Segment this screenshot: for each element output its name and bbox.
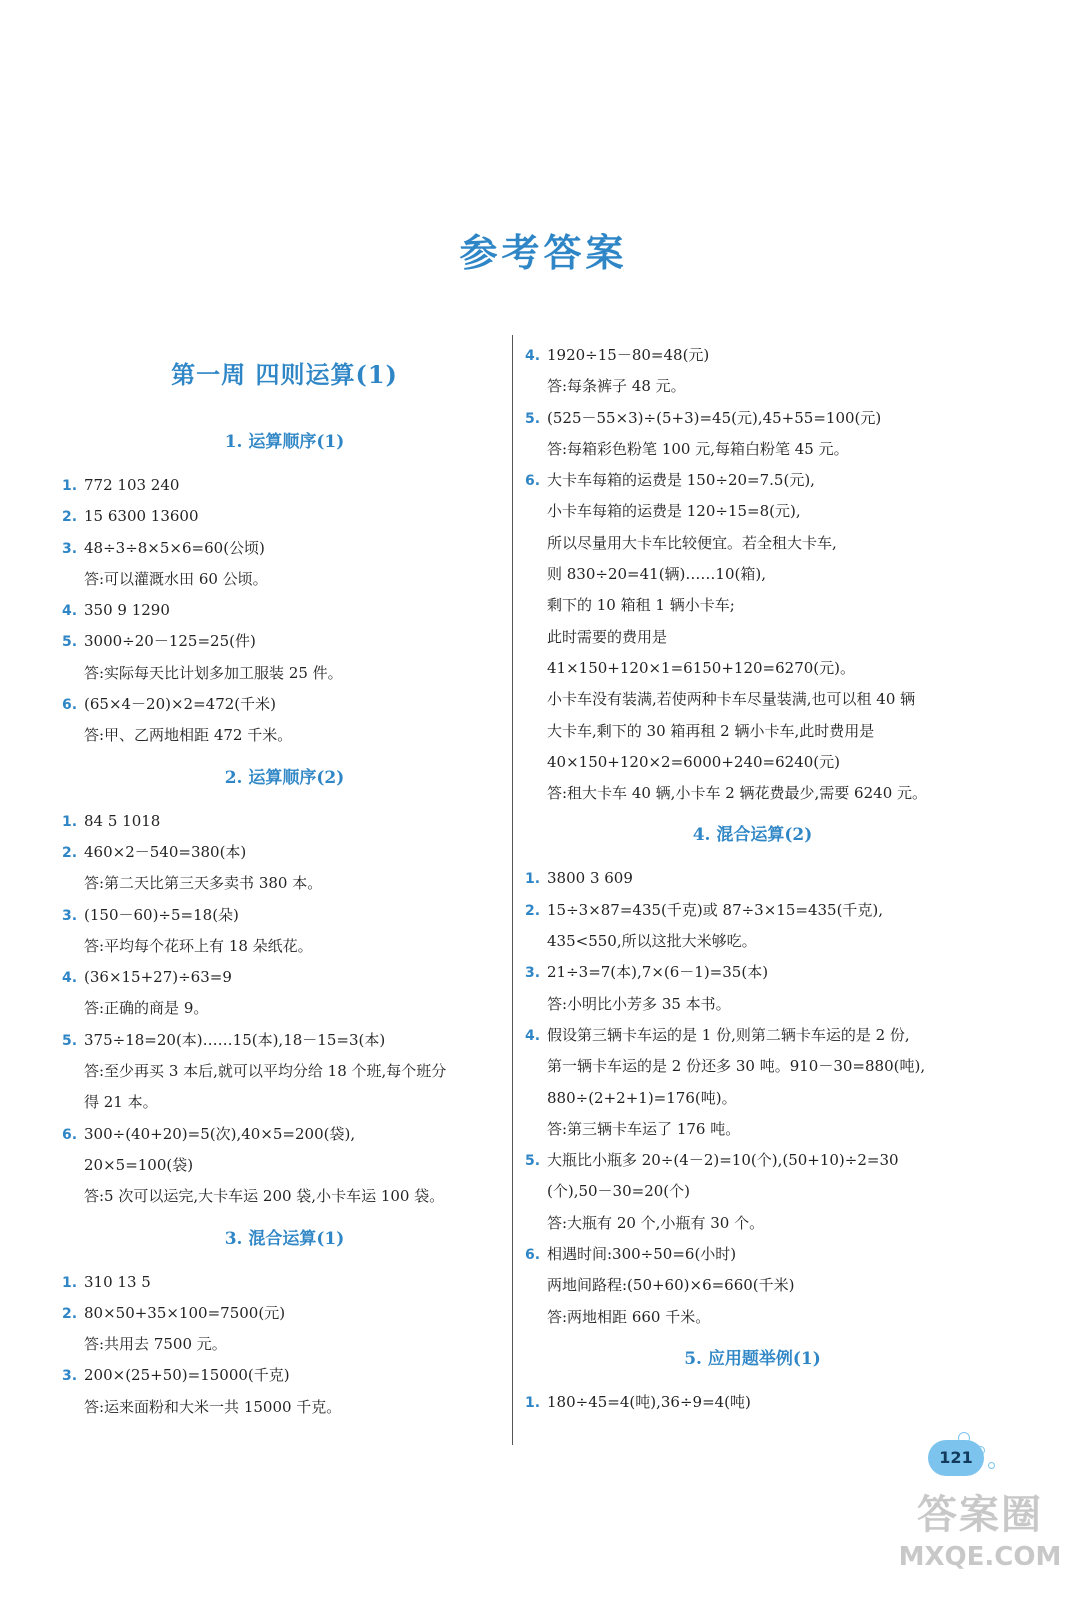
answer-line [62, 626, 507, 657]
question-number: 1. [525, 1394, 541, 1411]
answer-line [525, 895, 980, 926]
answer-line [525, 1020, 980, 1051]
answer-continuation [525, 371, 980, 402]
answer-line [525, 1239, 980, 1270]
answer-text: 答:运来面粉和大米一共 15000 千克。 [84, 1397, 342, 1416]
question-number: 4. [62, 970, 78, 987]
answer-continuation [62, 1392, 507, 1423]
answer-text: (150－60)÷5=18(朵) [84, 905, 239, 924]
answer-line [525, 1387, 980, 1418]
question-number: 2. [62, 844, 78, 861]
question-number: 5. [62, 1032, 78, 1049]
answer-continuation [62, 658, 507, 689]
question-number: 6. [62, 1126, 78, 1143]
question-number: 2. [62, 1305, 78, 1322]
answer-line [525, 403, 980, 434]
answer-text: 相遇时间:300÷50=6(小时) [547, 1245, 737, 1264]
answer-continuation [525, 496, 980, 527]
answer-text: 答:两地相距 660 千米。 [547, 1307, 711, 1326]
answer-text: 772 103 240 [84, 476, 180, 494]
answer-line [62, 1298, 507, 1329]
answer-text: 答:大瓶有 20 个,小瓶有 30 个。 [547, 1213, 765, 1232]
answer-continuation [525, 1176, 980, 1207]
answer-text: 两地间路程:(50+60)×6=660(千米) [547, 1276, 795, 1295]
answer-continuation [525, 1302, 980, 1333]
answer-text: 答:平均每个花环上有 18 朵纸花。 [84, 936, 313, 955]
right-column [525, 340, 980, 1418]
question-number: 3. [62, 540, 78, 557]
answer-text: 460×2－540=380(本) [84, 842, 247, 861]
answer-continuation [525, 1051, 980, 1082]
answer-text: 180÷45=4(吨),36÷9=4(吨) [547, 1392, 751, 1411]
question-number: 5. [525, 1153, 541, 1170]
answer-list [525, 863, 980, 1332]
answer-text: 答:小明比小芳多 35 本书。 [547, 994, 731, 1013]
answer-continuation [525, 653, 980, 684]
answer-continuation [62, 720, 507, 751]
watermark-logo [880, 1490, 1080, 1590]
answer-text: 880÷(2+2+1)=176(吨)。 [547, 1088, 737, 1107]
answer-text: 大卡车每箱的运费是 150÷20=7.5(元), [547, 471, 815, 490]
question-number: 1. [525, 871, 541, 888]
answer-line [62, 501, 507, 532]
section-title: 2. 运算顺序(2) [224, 767, 345, 788]
answer-text: 84 5 1018 [84, 811, 161, 830]
answer-text: 答:每箱彩色粉笔 100 元,每箱白粉笔 45 元。 [547, 439, 849, 458]
answer-text: 答:5 次可以运完,大卡车运 200 袋,小卡车运 100 袋。 [84, 1187, 445, 1206]
answer-text: 1920÷15－80=48(元) [547, 346, 710, 364]
question-number: 4. [525, 1027, 541, 1044]
answer-continuation [525, 590, 980, 621]
answer-text: 21÷3=7(本),7×(6－1)=35(本) [547, 963, 769, 982]
answer-continuation [62, 564, 507, 595]
answer-line [62, 533, 507, 564]
section-title: 3. 混合运算(1) [224, 1228, 345, 1249]
answer-text: 20×5=100(袋) [84, 1155, 194, 1174]
answer-text: 答:第二天比第三天多卖书 380 本。 [84, 874, 323, 893]
answer-text: 300÷(40+20)=5(次),40×5=200(袋), [84, 1124, 356, 1143]
answer-text: 小卡车没有装满,若使两种卡车尽量装满,也可以租 40 辆 [547, 690, 916, 709]
section-title: 1. 运算顺序(1) [224, 432, 345, 452]
answer-line [525, 465, 980, 496]
answer-text: 大卡车,剩下的 30 箱再租 2 辆小卡车,此时费用是 [547, 721, 875, 740]
answer-list [62, 806, 507, 1213]
week-title: 第一周 四则运算(1) [171, 360, 398, 389]
question-number: 5. [525, 410, 541, 427]
watermark-top: 答案圈 [917, 1492, 1043, 1538]
answer-list [62, 470, 507, 752]
answer-text: 310 13 5 [84, 1272, 151, 1291]
answer-line [62, 962, 507, 993]
answer-continuation [62, 1150, 507, 1181]
answer-line [62, 689, 507, 720]
answer-continuation [525, 747, 980, 778]
answer-text: (65×4－20)×2=472(千米) [84, 695, 277, 714]
answer-continuation [62, 1181, 507, 1212]
watermark-bottom: MXQE.COM [898, 1542, 1062, 1572]
question-number: 3. [62, 1368, 78, 1385]
answer-continuation [525, 684, 980, 715]
answer-text: 第一辆卡车运的是 2 份还多 30 吨。910－30=880(吨), [547, 1057, 926, 1076]
answer-text: 答:至少再买 3 本后,就可以平均分给 18 个班,每个班分 [84, 1062, 447, 1081]
answer-continuation [525, 622, 980, 653]
answer-continuation [525, 1208, 980, 1239]
answer-text: 答:甲、乙两地相距 472 千米。 [84, 726, 293, 745]
answer-continuation [525, 559, 980, 590]
question-number: 3. [62, 907, 78, 924]
answer-line [62, 595, 507, 626]
answer-continuation [525, 528, 980, 559]
answer-text: 则 830÷20=41(辆)……10(箱), [547, 565, 766, 584]
question-number: 3. [525, 965, 541, 982]
answer-continuation [62, 993, 507, 1024]
answer-text: 答:可以灌溉水田 60 公顷。 [84, 569, 268, 588]
question-number: 2. [62, 509, 78, 526]
question-number: 1. [62, 1274, 78, 1291]
column-divider [512, 335, 513, 1445]
answer-line [62, 1360, 507, 1391]
answer-text: 48÷3÷8×5×6=60(公顷) [84, 538, 265, 557]
answer-continuation [62, 1056, 507, 1087]
answer-line [62, 1119, 507, 1150]
answer-line [525, 863, 980, 894]
answer-text: 3800 3 609 [547, 869, 633, 888]
section-title: 4. 混合运算(2) [692, 825, 813, 846]
answer-text: 答:共用去 7500 元。 [84, 1335, 227, 1354]
question-number: 6. [62, 697, 78, 714]
answer-text: 剩下的 10 箱租 1 辆小卡车; [547, 596, 735, 615]
answer-text: 答:正确的商是 9。 [84, 999, 209, 1018]
answer-line [525, 957, 980, 988]
answer-text: (36×15+27)÷63=9 [84, 968, 232, 987]
answer-continuation [525, 1083, 980, 1114]
answer-text: 435<550,所以这批大米够吃。 [547, 932, 757, 951]
answer-text: 41×150+120×1=6150+120=6270(元)。 [547, 658, 855, 677]
answer-line [62, 470, 507, 501]
answer-text: (个),50－30=20(个) [547, 1182, 691, 1201]
section-title: 5. 应用题举例(1) [684, 1348, 821, 1369]
answer-text: 大瓶比小瓶多 20÷(4－2)=10(个),(50+10)÷2=30 [547, 1151, 899, 1170]
answer-text: 15 6300 13600 [84, 507, 199, 526]
question-number: 1. [62, 478, 78, 494]
answer-list [62, 1267, 507, 1423]
answer-continuation [525, 778, 980, 809]
answer-text: 此时需要的费用是 [547, 627, 668, 646]
answer-continuation [525, 1270, 980, 1301]
question-number: 1. [62, 813, 78, 830]
answer-text: 答:租大卡车 40 辆,小卡车 2 辆花费最少,需要 6240 元。 [547, 784, 928, 803]
answer-text: 80×50+35×100=7500(元) [84, 1303, 286, 1322]
answer-text: 40×150+120×2=6000+240=6240(元) [547, 752, 840, 771]
question-number: 4. [525, 348, 541, 364]
answer-continuation [62, 1087, 507, 1118]
answer-text: 350 9 1290 [84, 601, 170, 620]
question-number: 2. [525, 902, 541, 919]
answer-line [62, 1025, 507, 1056]
question-number: 4. [62, 603, 78, 620]
answer-text: 小卡车每箱的运费是 120÷15=8(元), [547, 502, 801, 521]
answer-line [62, 900, 507, 931]
answer-continuation [525, 1114, 980, 1145]
answer-continuation [62, 931, 507, 962]
answer-line [62, 806, 507, 837]
answer-continuation [525, 926, 980, 957]
answer-text: 得 21 本。 [84, 1093, 158, 1112]
answer-text: 3000÷20－125=25(件) [84, 632, 256, 651]
answer-line [62, 1267, 507, 1298]
answer-line [525, 1145, 980, 1176]
answer-text: 假设第三辆卡车运的是 1 份,则第二辆卡车运的是 2 份, [547, 1025, 910, 1044]
answer-text: 200×(25+50)=15000(千克) [84, 1366, 290, 1385]
question-number: 6. [525, 1247, 541, 1264]
answer-text: (525－55×3)÷(5+3)=45(元),45+55=100(元) [547, 408, 882, 427]
bubble-decoration [988, 1462, 995, 1469]
answer-list [525, 340, 980, 809]
answer-list [525, 1387, 980, 1418]
answer-text: 所以尽量用大卡车比较便宜。若全租大卡车, [547, 533, 837, 552]
question-number: 5. [62, 634, 78, 651]
answer-line [525, 340, 980, 371]
answer-continuation [525, 434, 980, 465]
answer-text: 答:每条裤子 48 元。 [547, 377, 686, 396]
page-number: 121 [928, 1440, 984, 1476]
answer-line [62, 837, 507, 868]
answer-continuation [525, 989, 980, 1020]
answer-text: 15÷3×87=435(千克)或 87÷3×15=435(千克), [547, 900, 884, 919]
answer-continuation [525, 716, 980, 747]
answer-text: 375÷18=20(本)……15(本),18－15=3(本) [84, 1030, 386, 1049]
page-title: 参考答案 [459, 230, 628, 275]
answer-continuation [62, 1329, 507, 1360]
answer-text: 答:实际每天比计划多加工服装 25 件。 [84, 663, 343, 682]
question-number: 6. [525, 473, 541, 490]
answer-continuation [62, 868, 507, 899]
left-column [62, 340, 507, 1423]
answer-text: 答:第三辆卡车运了 176 吨。 [547, 1119, 741, 1138]
